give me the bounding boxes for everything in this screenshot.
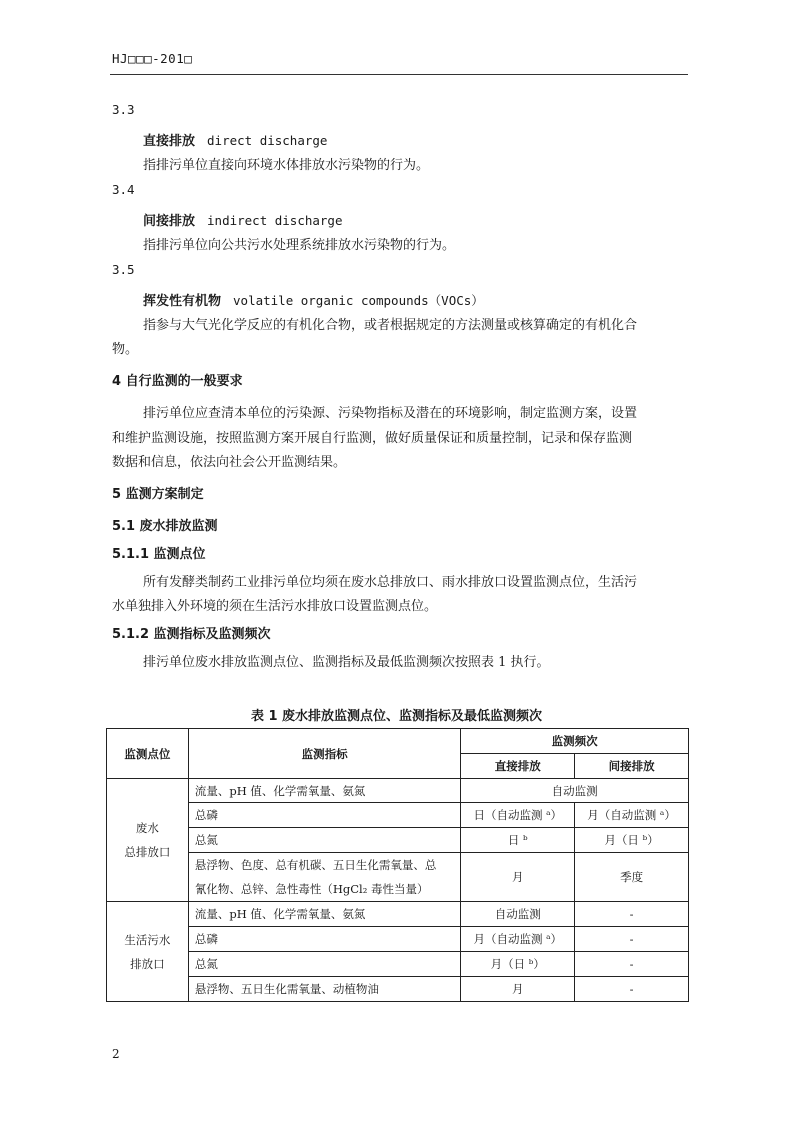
table-row — [107, 977, 689, 1002]
section-4-heading: 4 自行监测的一般要求 — [112, 374, 243, 389]
section-3-5-number: 3.5 — [112, 262, 135, 277]
table-row — [107, 902, 689, 927]
direct-frequency-cell: 月（日 ᵇ） — [461, 952, 575, 977]
indicator-line: 氰化物、总锌、急性毒性（HgCl₂ 毒性当量） — [194, 882, 429, 896]
indirect-frequency-cell: - — [575, 952, 689, 977]
point-domestic-sewage-outlet — [107, 902, 189, 1002]
section-3-5-definition-line2: 物。 — [112, 342, 139, 357]
header-direct-discharge: 直接排放 — [461, 754, 575, 779]
header-monitoring-indicator: 监测指标 — [188, 729, 460, 779]
section-5-heading: 5 监测方案制定 — [112, 487, 204, 502]
indirect-frequency-cell: - — [575, 927, 689, 952]
section-4-para-line1: 排污单位应查清本单位的污染源、污染物指标及潜在的环境影响，制定监测方案，设置 — [143, 406, 638, 421]
section-4-para-line3: 数据和信息，依法向社会公开监测结果。 — [112, 455, 347, 470]
page-number: 2 — [112, 1047, 120, 1061]
term-en: volatile organic compounds（VOCs） — [233, 293, 484, 308]
point-line: 排放口 — [130, 956, 165, 971]
section-3-4-term — [143, 210, 342, 229]
section-5-1-1-heading: 5.1.1 监测点位 — [112, 547, 206, 562]
indicator-cell: 总氮 — [188, 828, 460, 853]
term-zh: 间接排放 — [143, 214, 196, 229]
indicator-cell: 流量、pH 值、化学需氧量、氨氮 — [188, 902, 460, 927]
point-line: 生活污水 — [124, 932, 171, 947]
direct-frequency-cell: 月 — [461, 853, 575, 902]
indirect-frequency-cell: 月（自动监测 ᵃ） — [575, 803, 689, 828]
indicator-cell: 总磷 — [188, 803, 460, 828]
header-document-code: HJ□□□-201□ — [112, 51, 193, 66]
table-row — [107, 828, 689, 853]
indirect-frequency-cell: - — [575, 977, 689, 1002]
section-3-3-term — [143, 130, 327, 149]
indicator-cell: 流量、pH 值、化学需氧量、氨氮 — [188, 779, 460, 803]
indicator-cell: 总磷 — [188, 927, 460, 952]
term-zh: 直接排放 — [143, 134, 196, 149]
section-3-4-definition: 指排污单位向公共污水处理系统排放水污染物的行为。 — [143, 238, 456, 253]
section-3-3-number: 3.3 — [112, 102, 135, 117]
indirect-frequency-cell: 月（日 ᵇ） — [575, 828, 689, 853]
indirect-frequency-cell: 季度 — [575, 853, 689, 902]
section-3-5-term — [143, 290, 484, 309]
header-monitoring-point: 监测点位 — [107, 729, 189, 779]
direct-frequency-cell: 日（自动监测 ᵃ） — [461, 803, 575, 828]
header-monitoring-frequency: 监测频次 — [461, 729, 689, 754]
table-header-row — [107, 729, 689, 754]
direct-frequency-cell: 月（自动监测 ᵃ） — [461, 927, 575, 952]
point-line: 废水 — [135, 821, 159, 835]
section-3-3-definition: 指排污单位直接向环境水体排放水污染物的行为。 — [143, 158, 430, 173]
section-5-1-heading: 5.1 废水排放监测 — [112, 519, 218, 534]
term-en: indirect discharge — [207, 213, 343, 228]
frequency-merged-cell: 自动监测 — [461, 779, 689, 803]
header-indirect-discharge: 间接排放 — [575, 754, 689, 779]
table-row — [107, 853, 689, 902]
term-en: direct discharge — [207, 133, 328, 148]
direct-frequency-cell: 日 ᵇ — [461, 828, 575, 853]
term-zh: 挥发性有机物 — [143, 294, 222, 309]
monitoring-table — [106, 728, 689, 1002]
table-row — [107, 927, 689, 952]
table-title: 表 1 废水排放监测点位、监测指标及最低监测频次 — [250, 709, 543, 724]
table-row — [107, 779, 689, 803]
point-line: 总排放口 — [124, 845, 171, 859]
section-4-para-line2: 和维护监测设施，按照监测方案开展自行监测，做好质量保证和质量控制，记录和保存监测 — [112, 431, 633, 446]
point-wastewater-outlet — [107, 779, 189, 902]
indicator-line: 悬浮物、色度、总有机碳、五日生化需氧量、总 — [194, 858, 437, 872]
table-row — [107, 952, 689, 977]
section-5-1-2-para-line1: 排污单位废水排放监测点位、监测指标及最低监测频次按照表 1 执行。 — [143, 655, 550, 670]
indicator-cell — [188, 853, 460, 902]
section-5-1-1-para-line2: 水单独排入外环境的须在生活污水排放口设置监测点位。 — [112, 599, 438, 614]
indicator-cell: 总氮 — [188, 952, 460, 977]
section-3-5-definition-line1: 指参与大气光化学反应的有机化合物，或者根据规定的方法测量或核算确定的有机化合 — [143, 318, 638, 333]
table-row — [107, 803, 689, 828]
direct-frequency-cell: 自动监测 — [461, 902, 575, 927]
indirect-frequency-cell: - — [575, 902, 689, 927]
indicator-cell: 悬浮物、五日生化需氧量、动植物油 — [188, 977, 460, 1002]
header-rule — [110, 74, 688, 75]
direct-frequency-cell: 月 — [461, 977, 575, 1002]
section-5-1-2-heading: 5.1.2 监测指标及监测频次 — [112, 627, 271, 642]
section-3-4-number: 3.4 — [112, 182, 135, 197]
section-5-1-1-para-line1: 所有发酵类制药工业排污单位均须在废水总排放口、雨水排放口设置监测点位，生活污 — [143, 575, 638, 590]
